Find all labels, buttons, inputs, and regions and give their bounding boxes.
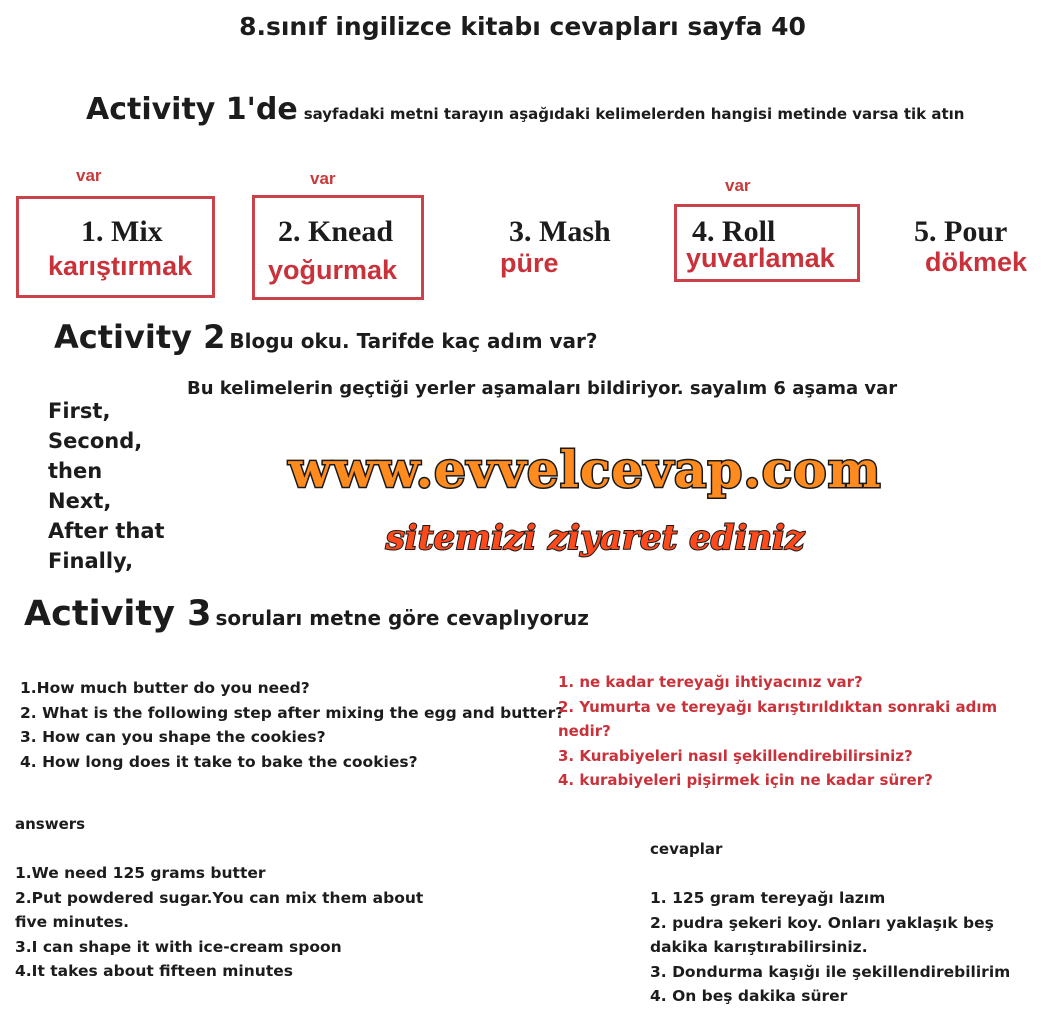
sequence-word: Second,	[48, 429, 143, 453]
answers-turkish	[650, 886, 1045, 1009]
word-en-roll: 4. Roll	[692, 215, 776, 248]
activity1-heading	[86, 92, 964, 127]
present-mark: var	[310, 169, 336, 188]
word-tr-mash: püre	[500, 248, 559, 278]
present-mark: var	[725, 176, 751, 195]
answers-turkish-heading: cevaplar	[650, 840, 723, 858]
activity1-description: sayfadaki metni tarayın aşağıdaki kelimelerden hangisi metinde varsa tik atın	[303, 105, 965, 123]
word-en-knead: 2. Knead	[278, 215, 394, 248]
activity3-title: Activity 3	[24, 594, 212, 634]
sequence-word: then	[48, 459, 103, 483]
answer-item-tr: 4. On beş dakika sürer	[650, 987, 848, 1005]
question-item-tr: 4. kurabiyeleri pişirmek için ne kadar sürer?	[558, 771, 933, 789]
activity2-heading	[54, 318, 598, 356]
question-item: 4. How long does it take to bake the cookies?	[20, 752, 418, 771]
answer-item-tr: 1. 125 gram tereyağı lazım	[650, 889, 886, 907]
answer-item-tr: 2. pudra şekeri koy. Onları yaklaşık beş dakika karıştırabilirsiniz.	[650, 913, 994, 956]
question-item-tr: 2. Yumurta ve tereyağı karıştırıldıktan sonraki adım nedir?	[558, 697, 998, 740]
questions-english	[20, 676, 564, 774]
watermark-url: www.evvelcevap.com	[288, 440, 882, 499]
activity1-title: Activity 1'de	[86, 92, 298, 127]
word-en-mash: 3. Mash	[509, 215, 611, 248]
answer-item-tr: 3. Dondurma kaşığı ile şekillendirebilirim	[650, 962, 1011, 981]
question-item: 2. What is the following step after mixing the egg and butter?	[20, 703, 565, 722]
present-mark: var	[76, 166, 102, 185]
answer-item: 1.We need 125 grams butter	[15, 864, 266, 882]
page-title: 8.sınıf ingilizce kitabı cevapları sayfa 40	[239, 12, 806, 41]
sequence-word: After that	[48, 519, 165, 543]
activity2-description: Blogu oku. Tarifde kaç adım var?	[229, 329, 598, 353]
answer-item: 4.It takes about fifteen minutes	[15, 962, 293, 980]
watermark-subtitle: sitemizi ziyaret ediniz	[385, 518, 805, 558]
answers-heading: answers	[15, 815, 86, 833]
word-tr-pour: dökmek	[925, 247, 1028, 277]
question-item: 1.How much butter do you need?	[20, 679, 310, 697]
sequence-word: First,	[48, 399, 111, 423]
question-item-tr: 1. ne kadar tereyağı ihtiyacınız var?	[558, 673, 863, 691]
word-en-mix: 1. Mix	[81, 215, 163, 248]
word-en-pour: 5. Pour	[914, 215, 1008, 248]
activity3-heading	[24, 594, 589, 634]
sequence-word: Finally,	[48, 549, 134, 573]
activity2-title: Activity 2	[54, 318, 226, 356]
answers-english	[15, 861, 455, 984]
sequence-word: Next,	[48, 489, 112, 513]
question-item: 3. How can you shape the cookies?	[20, 728, 326, 746]
activity3-description: soruları metne göre cevaplıyoruz	[215, 606, 589, 630]
word-tr-roll: yuvarlamak	[686, 243, 835, 273]
activity2-note: Bu kelimelerin geçtiği yerler aşamaları bildiriyor. sayalım 6 aşama var	[187, 378, 898, 399]
question-item-tr: 3. Kurabiyeleri nasıl şekillendirebilirsiniz?	[558, 746, 913, 765]
word-tr-knead: yoğurmak	[268, 255, 398, 285]
questions-turkish	[558, 670, 1045, 793]
answer-item: 3.I can shape it with ice-cream spoon	[15, 937, 342, 956]
word-tr-mix: karıştırmak	[48, 251, 193, 281]
answer-item: 2.Put powdered sugar.You can mix them about five minutes.	[15, 888, 424, 931]
